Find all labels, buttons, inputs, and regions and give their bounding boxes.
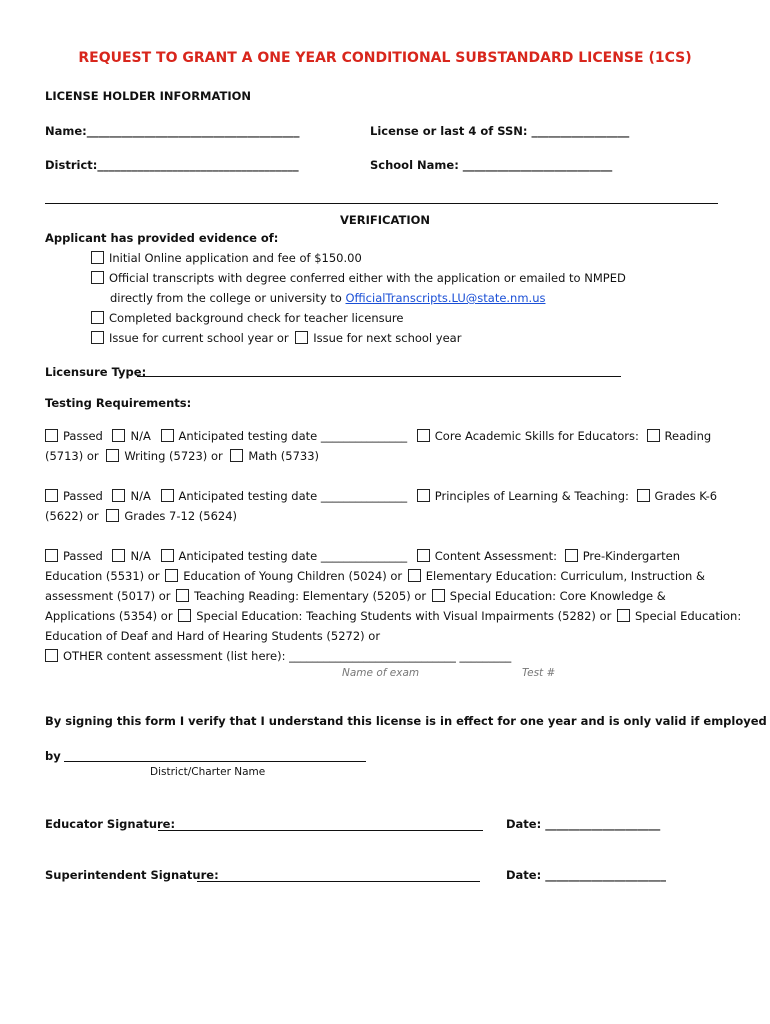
test2-712-checkbox[interactable] bbox=[106, 509, 119, 522]
exam-name-caption: Name of exam bbox=[342, 667, 420, 679]
test1-core-skills-checkbox[interactable] bbox=[417, 429, 430, 442]
test1-row2: (5713) or Writing (5723) or Math (5733) bbox=[45, 449, 320, 463]
test1-anticipated-checkbox[interactable] bbox=[161, 429, 174, 442]
test3-sped-visual-checkbox[interactable] bbox=[178, 609, 191, 622]
test3-content-checkbox[interactable] bbox=[417, 549, 430, 562]
test1-passed-checkbox[interactable] bbox=[45, 429, 58, 442]
test3-other-row: OTHER content assessment (list here): _____________________________ _________ bbox=[45, 649, 511, 663]
test2-anticipated-checkbox[interactable] bbox=[161, 489, 174, 502]
school-name-field[interactable]: School Name: __________________________ bbox=[370, 158, 613, 172]
test2-row2: (5622) or Grades 7-12 (5624) bbox=[45, 509, 238, 523]
verification-item-background: Completed background check for teacher licensure bbox=[91, 311, 403, 325]
test3-other-checkbox[interactable] bbox=[45, 649, 58, 662]
test3-elementary-checkbox[interactable] bbox=[408, 569, 421, 582]
licensure-type-input[interactable] bbox=[137, 376, 621, 377]
name-field[interactable]: Name:_____________________________________ bbox=[45, 124, 300, 138]
test3-passed-checkbox[interactable] bbox=[45, 549, 58, 562]
licensure-type-label: Licensure Type: bbox=[45, 365, 147, 379]
attestation-text: By signing this form I verify that I understand this license is in effect for one year and is only valid if employed bbox=[45, 714, 767, 728]
test3-anticipated-checkbox[interactable] bbox=[161, 549, 174, 562]
test1-writing-checkbox[interactable] bbox=[106, 449, 119, 462]
background-check-checkbox[interactable] bbox=[91, 311, 104, 324]
verification-item-transcripts: Official transcripts with degree conferred either with the application or emailed to NMPED bbox=[91, 271, 626, 285]
section-divider bbox=[45, 203, 718, 204]
verification-item-school-year: Issue for current school year or Issue for next school year bbox=[91, 331, 461, 345]
verification-intro: Applicant has provided evidence of: bbox=[45, 231, 279, 245]
educator-signature-input[interactable] bbox=[158, 830, 483, 831]
district-charter-caption: District/Charter Name bbox=[150, 766, 266, 778]
form-title: REQUEST TO GRANT A ONE YEAR CONDITIONAL SUBSTANDARD LICENSE (1CS) bbox=[78, 50, 692, 66]
superintendent-signature-label: Superintendent Signature: bbox=[45, 868, 219, 882]
test3-sped-deaf-checkbox[interactable] bbox=[617, 609, 630, 622]
test-number-caption: Test # bbox=[522, 667, 556, 679]
test2-na-checkbox[interactable] bbox=[112, 489, 125, 502]
test1-math-checkbox[interactable] bbox=[230, 449, 243, 462]
test3-na-checkbox[interactable] bbox=[112, 549, 125, 562]
verification-heading: VERIFICATION bbox=[340, 213, 430, 227]
test3-row2: Education (5531) or Education of Young Children (5024) or Elementary Education: Curriculum, Instruction & bbox=[45, 569, 705, 583]
test1-row: Passed N/A Anticipated testing date _______________ Core Academic Skills for Educators: Reading bbox=[45, 429, 711, 443]
test3-reading-checkbox[interactable] bbox=[176, 589, 189, 602]
superintendent-date-field[interactable]: Date: _____________________ bbox=[506, 868, 666, 882]
application-checkbox[interactable] bbox=[91, 251, 104, 264]
test2-passed-checkbox[interactable] bbox=[45, 489, 58, 502]
verification-item-application: Initial Online application and fee of $150.00 bbox=[91, 251, 362, 265]
test3-prek-checkbox[interactable] bbox=[565, 549, 578, 562]
test2-k6-checkbox[interactable] bbox=[637, 489, 650, 502]
testing-heading: Testing Requirements: bbox=[45, 396, 192, 410]
test3-row5: Education of Deaf and Hard of Hearing Students (5272) or bbox=[45, 629, 381, 643]
test2-principles-checkbox[interactable] bbox=[417, 489, 430, 502]
test3-row: Passed N/A Anticipated testing date _______________ Content Assessment: Pre-Kindergarten bbox=[45, 549, 680, 563]
test1-reading-checkbox[interactable] bbox=[647, 429, 660, 442]
license-holder-heading: LICENSE HOLDER INFORMATION bbox=[45, 89, 252, 103]
test3-sped-core-checkbox[interactable] bbox=[432, 589, 445, 602]
educator-signature-label: Educator Signature: bbox=[45, 817, 176, 831]
by-label: by bbox=[45, 749, 61, 763]
transcripts-email-link[interactable]: OfficialTranscripts.LU@state.nm.us bbox=[345, 291, 546, 305]
license-ssn-field[interactable]: License or last 4 of SSN: _________________ bbox=[370, 124, 630, 138]
test3-row3: assessment (5017) or Teaching Reading: Elementary (5205) or Special Education: Core Knowledge & bbox=[45, 589, 666, 603]
district-charter-input[interactable] bbox=[64, 761, 366, 762]
test3-young-children-checkbox[interactable] bbox=[165, 569, 178, 582]
current-year-checkbox[interactable] bbox=[91, 331, 104, 344]
superintendent-signature-input[interactable] bbox=[197, 881, 480, 882]
transcripts-line2: directly from the college or university to OfficialTranscripts.LU@state.nm.us bbox=[110, 291, 546, 305]
district-field[interactable]: District:___________________________________ bbox=[45, 158, 299, 172]
educator-date-field[interactable]: Date: ____________________ bbox=[506, 817, 661, 831]
test1-na-checkbox[interactable] bbox=[112, 429, 125, 442]
test2-row: Passed N/A Anticipated testing date _______________ Principles of Learning & Teaching: Grades K-6 bbox=[45, 489, 717, 503]
transcripts-checkbox[interactable] bbox=[91, 271, 104, 284]
test3-row4: Applications (5354) or Special Education: Teaching Students with Visual Impairments (5282) or Special Education: bbox=[45, 609, 742, 623]
next-year-checkbox[interactable] bbox=[295, 331, 308, 344]
